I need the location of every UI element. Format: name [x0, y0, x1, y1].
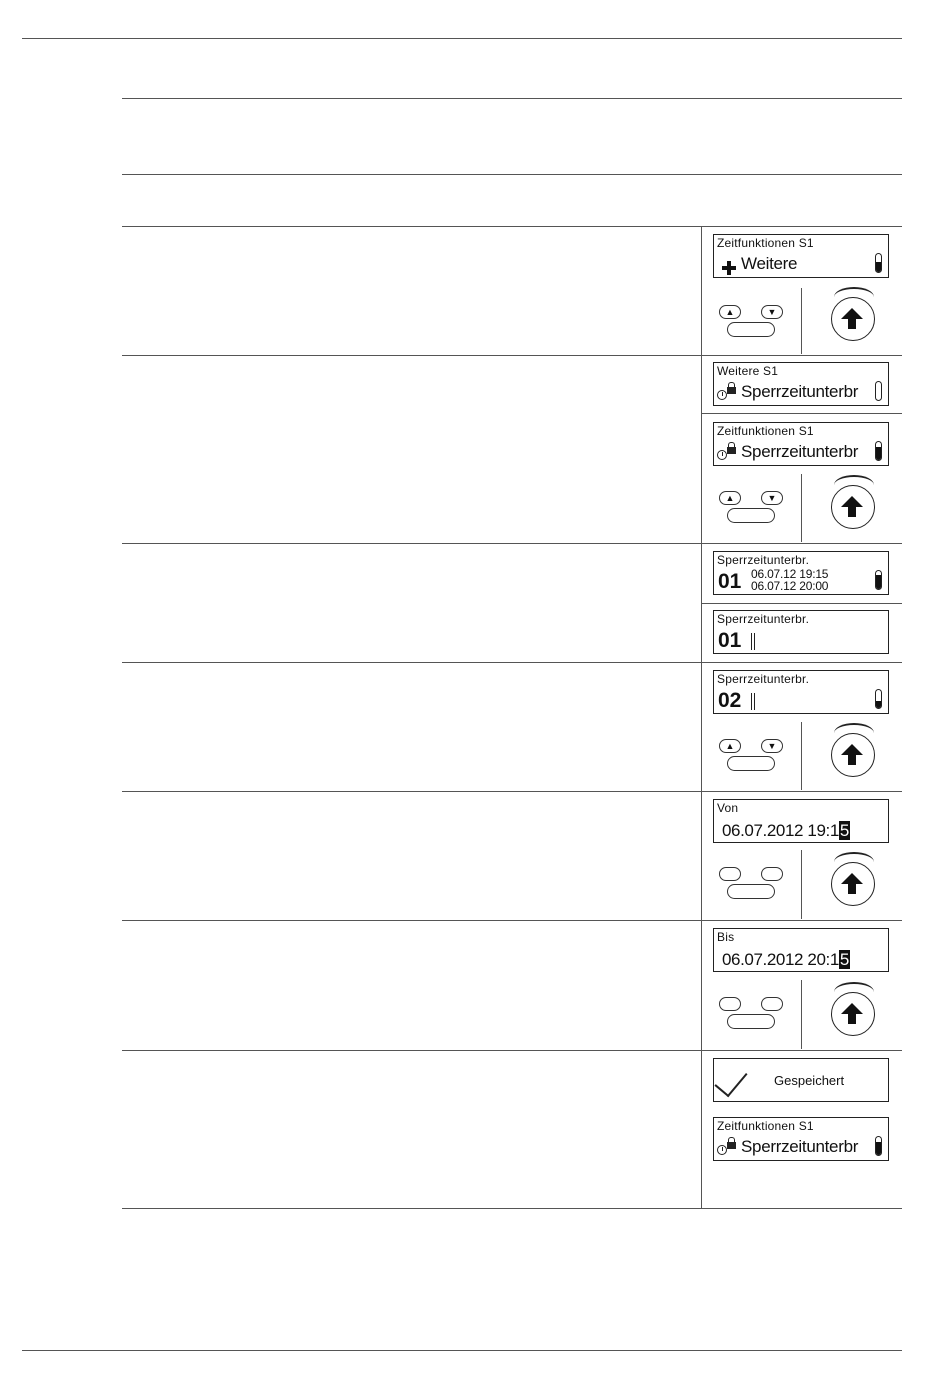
display-title: Sperrzeitunterbr.: [717, 672, 810, 686]
top-rule: [22, 38, 902, 39]
lcd-display: [713, 610, 889, 654]
scrollbar: [875, 441, 882, 461]
row-rule: [122, 920, 902, 921]
datetime-cursor-digit: 5: [839, 821, 849, 840]
display-line: Sperrzeitunterbr: [741, 442, 859, 461]
checkmark-icon: [714, 1063, 747, 1098]
datetime-value: [722, 821, 850, 841]
up-key[interactable]: ▲: [719, 491, 741, 505]
lock-icon: [727, 382, 736, 394]
datetime-text: 06.07.2012 20:1: [722, 950, 839, 969]
header-rule-2: [122, 174, 902, 175]
datetime-value: [722, 950, 850, 970]
rotary-knob[interactable]: [818, 471, 892, 545]
display-title: Sperrzeitunterbr.: [717, 612, 810, 626]
rotary-knob[interactable]: [818, 719, 892, 793]
ok-key[interactable]: [727, 322, 775, 337]
ok-key[interactable]: [727, 884, 775, 899]
row-rule: [122, 1050, 902, 1051]
scrollbar-fill: [876, 262, 881, 272]
key-pad: [713, 474, 801, 544]
push-arrow-stem: [848, 506, 856, 517]
scrollbar: [875, 253, 882, 273]
right-key[interactable]: [761, 867, 783, 881]
datetime-text: 06.07.2012 19:1: [722, 821, 839, 840]
up-key[interactable]: ▲: [719, 739, 741, 753]
entry-from: 06.07.12 19:15: [751, 567, 829, 581]
lock-icon: [727, 1137, 736, 1149]
row-rule: [122, 662, 902, 663]
sub-divider: [801, 474, 802, 542]
push-arrow-stem: [848, 883, 856, 894]
column-divider: [701, 226, 702, 1208]
display-title: Von: [717, 801, 739, 815]
scrollbar: [875, 381, 882, 401]
lcd-display: [713, 551, 889, 595]
scrollbar-fill: [876, 701, 881, 708]
row-rule: [701, 413, 902, 414]
text-cursor: [751, 633, 755, 650]
lcd-display: [713, 422, 889, 466]
key-pad: [713, 722, 801, 792]
push-arrow-stem: [848, 318, 856, 329]
down-key[interactable]: ▼: [761, 739, 783, 753]
datetime-cursor-digit: 5: [839, 950, 849, 969]
entry-number: 01: [718, 570, 742, 593]
entry-number: 02: [718, 689, 742, 712]
text-cursor: [751, 693, 755, 710]
clock-icon: [717, 1145, 727, 1155]
lcd-display: [713, 1117, 889, 1161]
push-arrow-stem: [848, 754, 856, 765]
key-pad: [713, 850, 801, 920]
display-line: Sperrzeitunterbr: [741, 382, 859, 401]
scrollbar-fill: [876, 447, 881, 460]
clock-icon: [717, 450, 727, 460]
display-title: Bis: [717, 930, 735, 944]
footer-rule: [22, 1350, 902, 1351]
saved-message: [713, 1058, 889, 1102]
down-key[interactable]: ▼: [761, 305, 783, 319]
display-title: Zeitfunktionen S1: [717, 236, 814, 250]
entry-to: 06.07.12 20:00: [751, 579, 829, 593]
lcd-display: [713, 234, 889, 278]
scrollbar: [875, 570, 882, 590]
header-rule-1: [122, 98, 902, 99]
left-key[interactable]: [719, 997, 741, 1011]
display-line: Weitere: [741, 254, 798, 273]
display-title: Zeitfunktionen S1: [717, 1119, 814, 1133]
sub-divider: [801, 722, 802, 790]
saved-label: Gespeichert: [774, 1073, 845, 1088]
rotary-knob[interactable]: [818, 283, 892, 357]
sub-divider: [801, 980, 802, 1049]
display-title: Sperrzeitunterbr.: [717, 553, 810, 567]
lcd-display: [713, 362, 889, 406]
right-key[interactable]: [761, 997, 783, 1011]
key-pad: [713, 980, 801, 1050]
key-pad: [713, 288, 801, 358]
ok-key[interactable]: [727, 508, 775, 523]
plus-icon: [722, 261, 736, 275]
scrollbar: [875, 689, 882, 709]
sub-divider: [801, 288, 802, 354]
rotary-knob[interactable]: [818, 978, 892, 1052]
lcd-display: [713, 928, 889, 972]
sub-divider: [801, 850, 802, 919]
ok-key[interactable]: [727, 756, 775, 771]
scrollbar-fill: [876, 1142, 881, 1155]
left-key[interactable]: [719, 867, 741, 881]
row-rule: [701, 603, 902, 604]
table-bottom-rule: [122, 1208, 902, 1209]
table-top-rule: [122, 226, 902, 227]
lcd-display: [713, 670, 889, 714]
lock-icon: [727, 442, 736, 454]
display-title: Zeitfunktionen S1: [717, 424, 814, 438]
clock-icon: [717, 390, 727, 400]
lcd-display: [713, 799, 889, 843]
display-line: Sperrzeitunterbr: [741, 1137, 859, 1156]
down-key[interactable]: ▼: [761, 491, 783, 505]
push-arrow-stem: [848, 1013, 856, 1024]
rotary-knob[interactable]: [818, 848, 892, 922]
scrollbar-fill: [876, 575, 881, 589]
ok-key[interactable]: [727, 1014, 775, 1029]
up-key[interactable]: ▲: [719, 305, 741, 319]
entry-number: 01: [718, 629, 742, 652]
display-title: Weitere S1: [717, 364, 779, 378]
scrollbar: [875, 1136, 882, 1156]
